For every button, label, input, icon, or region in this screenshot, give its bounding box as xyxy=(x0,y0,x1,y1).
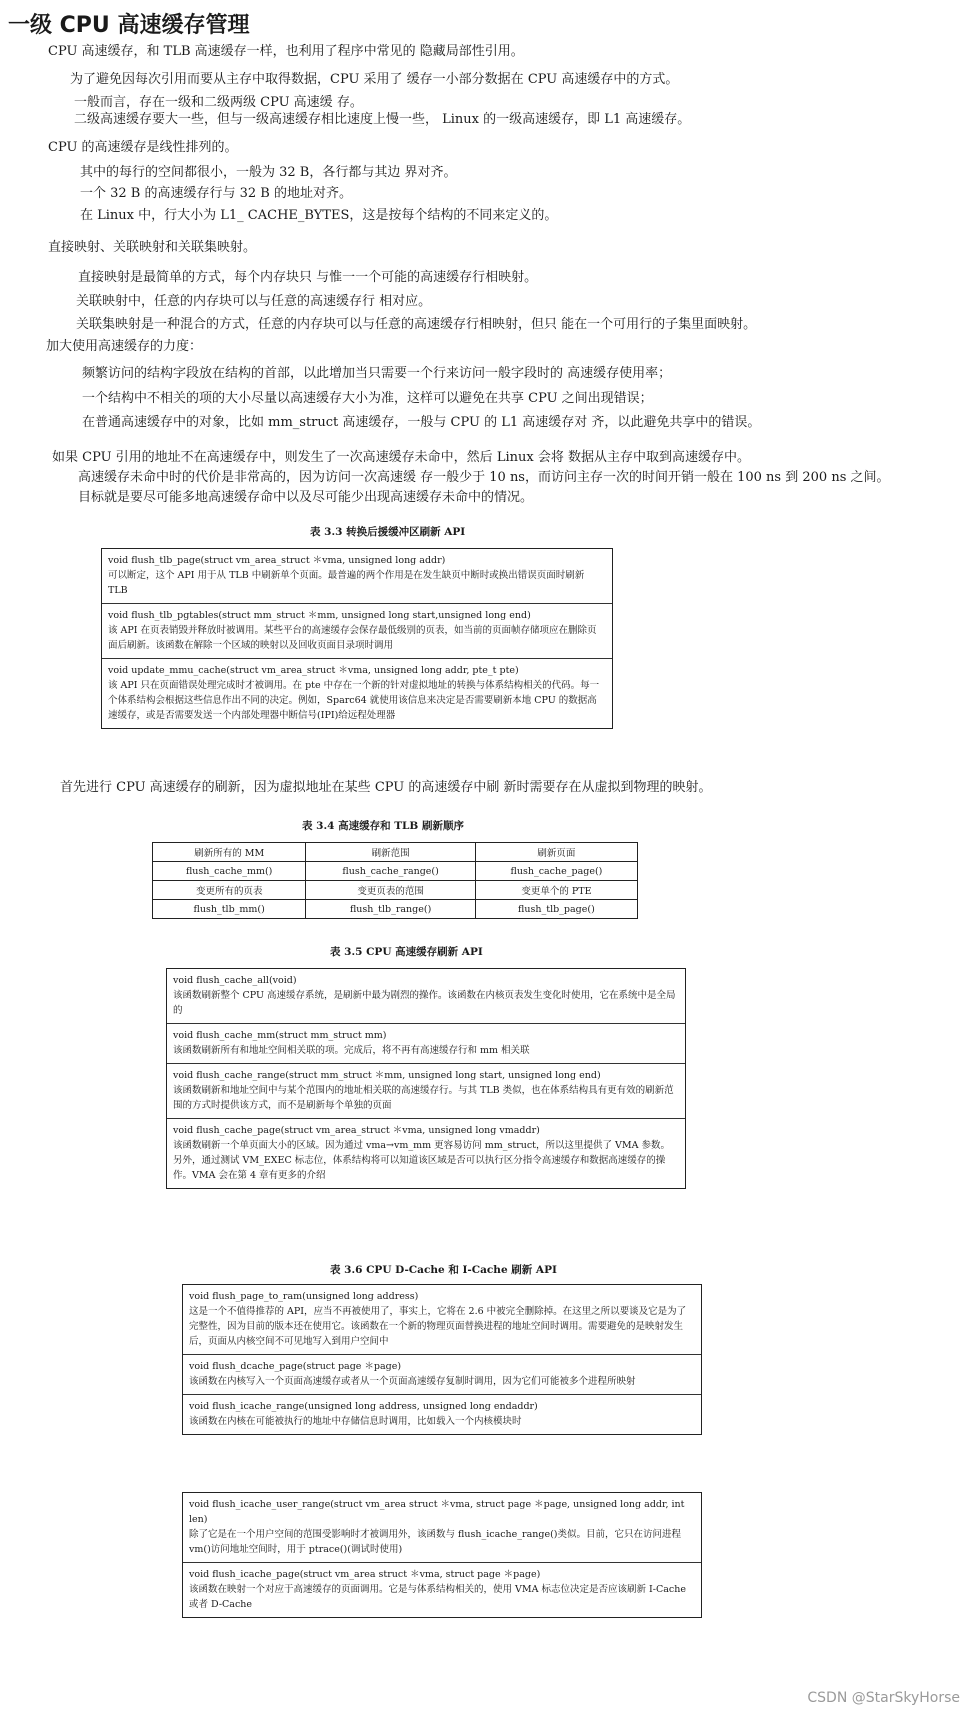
text-line: 直接映射、关联映射和关联集映射。 xyxy=(48,240,257,255)
table-entry xyxy=(167,1064,685,1119)
flush-order-table xyxy=(152,842,638,919)
text-line: 加大使用高速缓存的力度： xyxy=(46,339,203,354)
table-entry xyxy=(183,1563,701,1617)
api-description: 该函数刷新整个 CPU 高速缓存系统，是刷新中最为剧烈的操作。该函数在内核页表发生变化时使用，它在系统中是全局的 xyxy=(173,990,676,1016)
table-cell: 变更页表的范围 xyxy=(306,881,475,900)
api-description: 该函数刷新一个单页面大小的区域。因为通过 vma→vm_mm 更容易访问 mm_struct，所以这里提供了 VMA 参数。另外，通过测试 VM_EXEC 标志位，体系结构将可以知道该区域是否可以执行区分指令高速缓存和数据高速缓存的操作。VMA 会在第 4 章有更多的介绍 xyxy=(173,1140,670,1181)
text-line: 其中的每行的空间都很小，一般为 32 B，各行都与其边 界对齐。 xyxy=(80,165,457,180)
table-row xyxy=(153,843,638,862)
text-line: CPU 高速缓存，和 TLB 高速缓存一样，也利用了程序中常见的 隐藏局部性引用。 xyxy=(48,44,524,59)
table-row xyxy=(153,900,638,919)
table-caption: 表 3.5 CPU 高速缓存刷新 API xyxy=(330,946,483,958)
text-line: 目标就是要尽可能多地高速缓存命中以及尽可能少出现高速缓存未命中的情况。 xyxy=(78,490,534,505)
table-cell: flush_tlb_page() xyxy=(475,900,637,919)
text-line: 在 Linux 中，行大小为 L1_ CACHE_BYTES，这是按每个结构的不同来定义的。 xyxy=(80,208,558,223)
text-line: 一般而言，存在一级和二级两级 CPU 高速缓 存。 xyxy=(74,95,363,110)
api-signature: void flush_tlb_pgtables(struct mm_struct ＊mm, unsigned long start,unsigned long end) xyxy=(108,610,531,621)
api-signature: void update_mmu_cache(struct vm_area_struct ＊vma, unsigned long addr, pte_t pte) xyxy=(108,665,519,676)
table-cell: flush_cache_page() xyxy=(475,862,637,881)
table-cell: 变更单个的 PTE xyxy=(475,881,637,900)
api-signature: void flush_icache_page(struct vm_area struct ＊vma, struct page ＊page) xyxy=(189,1569,541,1580)
api-signature: void flush_cache_range(struct mm_struct ＊mm, unsigned long start, unsigned long end) xyxy=(173,1070,601,1081)
table-cell: flush_cache_range() xyxy=(306,862,475,881)
api-description: 可以断定，这个 API 用于从 TLB 中刷新单个页面。最普遍的两个作用是在发生缺页中断时或换出错误页面时刷新 TLB xyxy=(108,570,585,596)
table-entry xyxy=(183,1285,701,1355)
text-line: 一个 32 B 的高速缓存行与 32 B 的地址对齐。 xyxy=(80,186,352,201)
table-cell: flush_tlb_range() xyxy=(306,900,475,919)
page-title: 一级 CPU 高速缓存管理 xyxy=(8,13,250,38)
api-signature: void flush_cache_page(struct vm_area_struct ＊vma, unsigned long vmaddr) xyxy=(173,1125,540,1136)
api-description: 该 API 只在页面错误处理完成时才被调用。在 pte 中存在一个新的针对虚拟地址的转换与体系结构相关的代码。每一个体系结构会根据这些信息作出不同的决定。例如，Sparc64 就使用该信息来决定是否需要刷新本地 CPU 的数据高速缓存，或是否需要发送一个内部处理器中断信号(IPI)给远程处理器 xyxy=(108,680,600,721)
text-line: 首先进行 CPU 高速缓存的刷新，因为虚拟地址在某些 CPU 的高速缓存中刷 新时需要存在从虚拟到物理的映射。 xyxy=(60,780,712,795)
table-caption: 表 3.3 转换后援缓冲区刷新 API xyxy=(310,526,466,538)
api-table-3-3 xyxy=(101,548,613,729)
text-line: CPU 的高速缓存是线性排列的。 xyxy=(48,140,238,155)
table-entry xyxy=(167,1024,685,1064)
table-entry xyxy=(183,1355,701,1395)
api-signature: void flush_icache_range(unsigned long address, unsigned long endaddr) xyxy=(189,1401,538,1412)
text-line: 高速缓存未命中时的代价是非常高的，因为访问一次高速缓 存一般少于 10 ns，而访问主存一次的时间开销一般在 100 ns 到 200 ns 之间。 xyxy=(78,470,890,485)
api-signature: void flush_cache_mm(struct mm_struct mm) xyxy=(173,1030,387,1041)
api-table-3-6 xyxy=(182,1284,702,1435)
table-entry xyxy=(167,969,685,1024)
table-entry xyxy=(183,1395,701,1434)
table-cell: 变更所有的页表 xyxy=(153,881,306,900)
table-cell: flush_cache_mm() xyxy=(153,862,306,881)
text-line: 频繁访问的结构字段放在结构的首部，以此增加当只需要一个行来访问一般字段时的 高速缓存使用率； xyxy=(82,366,672,381)
table-entry xyxy=(102,604,612,659)
table-caption: 表 3.6 CPU D-Cache 和 I-Cache 刷新 API xyxy=(330,1264,557,1276)
text-line: 关联集映射是一种混合的方式，任意的内存块可以与任意的高速缓存行相映射，但只 能在一个可用行的子集里面映射。 xyxy=(76,317,757,332)
table-entry xyxy=(167,1119,685,1188)
table-row xyxy=(153,862,638,881)
api-signature: void flush_dcache_page(struct page ＊page) xyxy=(189,1361,402,1372)
text-line: 为了避免因每次引用而要从主存中取得数据，CPU 采用了 缓存一小部分数据在 CPU 高速缓存中的方式。 xyxy=(70,72,679,87)
table-entry xyxy=(102,659,612,728)
api-table-3-5 xyxy=(166,968,686,1189)
table-caption: 表 3.4 高速缓存和 TLB 刷新顺序 xyxy=(302,820,464,832)
api-description: 除了它是在一个用户空间的范围受影响时才被调用外，该函数与 flush_icache_range()类似。目前，它只在访问进程 vm()访问地址空间时，用于 ptrace()(调试时使用) xyxy=(189,1529,681,1555)
table-entry xyxy=(102,549,612,604)
table-cell: 刷新范围 xyxy=(306,843,475,862)
table-cell: 刷新页面 xyxy=(475,843,637,862)
text-line: 一个结构中不相关的项的大小尽量以高速缓存大小为准，这样可以避免在共享 CPU 之间出现错误； xyxy=(82,391,653,406)
api-description: 该函数在映射一个对应于高速缓存的页面调用。它是与体系结构相关的，使用 VMA 标志位决定是否应该刷新 I-Cache 或者 D-Cache xyxy=(189,1584,686,1610)
table-cell: 刷新所有的 MM xyxy=(153,843,306,862)
watermark: CSDN @StarSkyHorse xyxy=(807,1690,960,1706)
api-signature: void flush_tlb_page(struct vm_area_struct ＊vma, unsigned long addr) xyxy=(108,555,446,566)
api-description: 该函数在内核写入一个页面高速缓存或者从一个页面高速缓存复制时调用，因为它们可能被多个进程所映射 xyxy=(189,1376,636,1387)
api-description: 该函数刷新和地址空间中与某个范围内的地址相关联的高速缓存行。与其 TLB 类似，也在体系结构具有更有效的刷新范围的方式时提供该方式，而不是刷新每个单独的页面 xyxy=(173,1085,674,1111)
api-description: 该函数刷新所有和地址空间相关联的项。完成后，将不再有高速缓存行和 mm 相关联 xyxy=(173,1045,530,1056)
api-signature: void flush_page_to_ram(unsigned long address) xyxy=(189,1291,419,1302)
table-row xyxy=(153,881,638,900)
api-description: 这是一个不值得推荐的 API，应当不再被使用了，事实上，它将在 2.6 中被完全删除掉。在这里之所以要谈及它是为了完整性，因为目前的版本还在使用它。该函数在一个新的物理页面替换进程的地址空间时调用。需要避免的是映射发生后，页面从内核空间不可见地写入到用户空间中 xyxy=(189,1306,687,1347)
text-line: 在普通高速缓存中的对象，比如 mm_struct 高速缓存，一般与 CPU 的 L1 高速缓存对 齐，以此避免共享中的错误。 xyxy=(82,415,761,430)
text-line: 关联映射中，任意的内存块可以与任意的高速缓存行 相对应。 xyxy=(76,294,432,309)
table-cell: flush_tlb_mm() xyxy=(153,900,306,919)
api-description: 该 API 在页表销毁并释放时被调用。某些平台的高速缓存会保存最低级别的页表，如当前的页面帧存储项应在删除页面后刷新。该函数在解除一个区域的映射以及回收页面目录项时调用 xyxy=(108,625,597,651)
text-line: 如果 CPU 引用的地址不在高速缓存中，则发生了一次高速缓存未命中，然后 Linux 会将 数据从主存中取到高速缓存中。 xyxy=(52,450,750,465)
table-entry xyxy=(183,1493,701,1563)
text-line: 二级高速缓存要大一些，但与一级高速缓存相比速度上慢一些， Linux 的一级高速缓存，即 L1 高速缓存。 xyxy=(74,112,691,127)
api-description: 该函数在内核在可能被执行的地址中存储信息时调用，比如载入一个内核模块时 xyxy=(189,1416,522,1427)
text-line: 直接映射是最简单的方式，每个内存块只 与惟一一个可能的高速缓存行相映射。 xyxy=(78,270,538,285)
api-signature: void flush_cache_all(void) xyxy=(173,975,297,986)
api-table-3-6-continued xyxy=(182,1492,702,1618)
api-signature: void flush_icache_user_range(struct vm_area struct ＊vma, struct page ＊page, unsigned long addr, int len) xyxy=(189,1499,685,1525)
